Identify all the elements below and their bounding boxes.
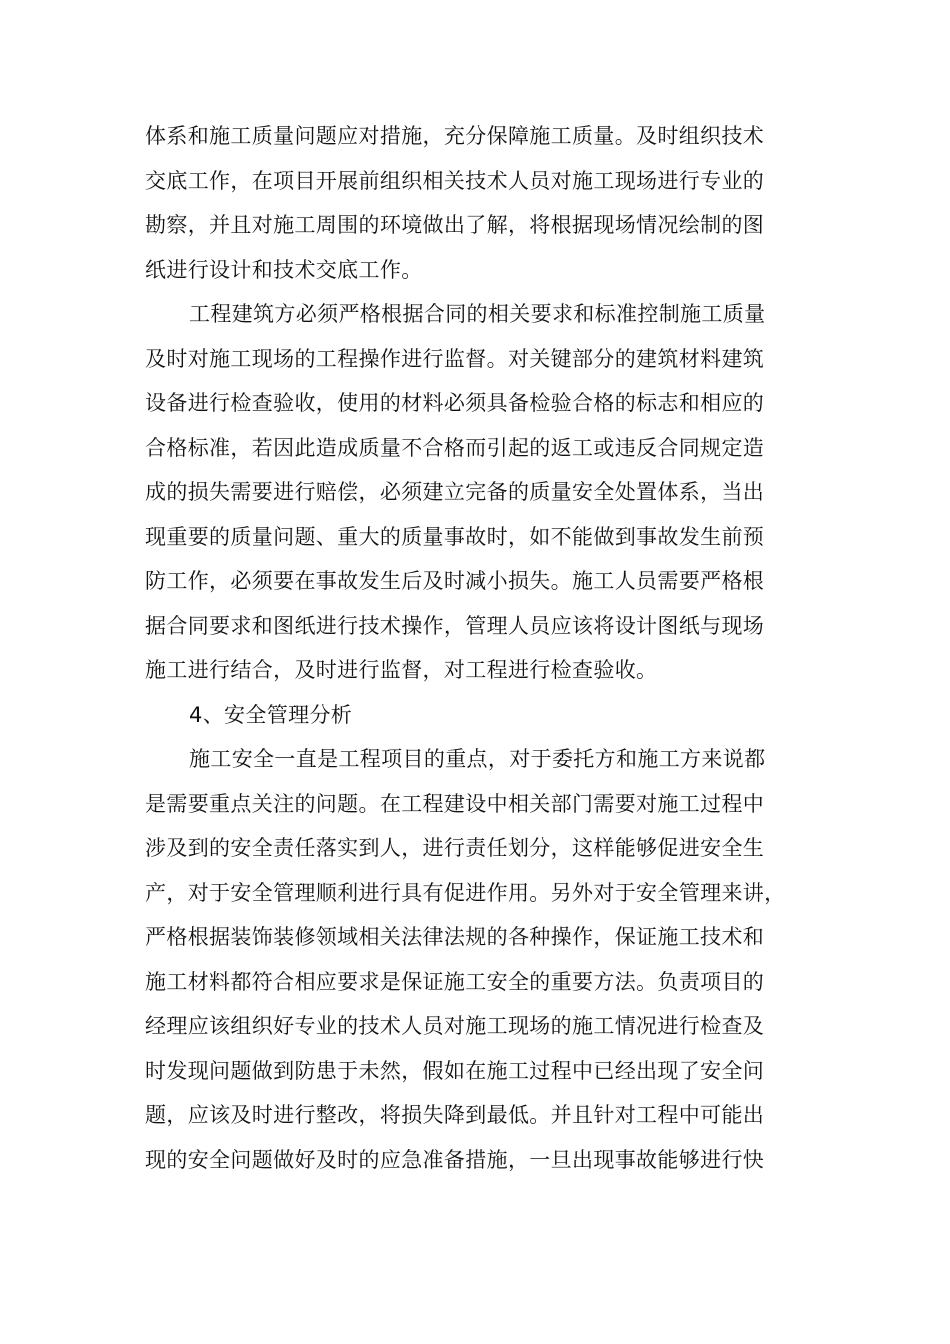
- section-heading: 4、安全管理分析: [189, 702, 353, 727]
- text-line: 题，应该及时进行整改，将损失降到最低。并且针对工程中可能出: [145, 1103, 765, 1127]
- text-line: 严格根据装饰装修领域相关法律法规的各种操作，保证施工技术和: [145, 925, 765, 949]
- text-line: 现重要的质量问题、重大的质量事故时，如不能做到事故发生前预: [145, 524, 765, 549]
- text-line: 成的损失需要进行赔偿，必须建立完备的质量安全处置体系，当出: [145, 480, 765, 504]
- paragraph-contract-quality-control: [145, 292, 825, 693]
- text-line: 是需要重点关注的问题。在工程建设中相关部门需要对施工过程中: [145, 791, 765, 816]
- text-line: 施工安全一直是工程项目的重点，对于委托方和施工方来说都: [189, 747, 766, 771]
- text-line: 合格标准，若因此造成质量不合格而引起的返工或违反合同规定造: [145, 435, 765, 460]
- text-line: 时发现问题做到防患于未然，假如在施工过程中已经出现了安全问: [145, 1058, 765, 1083]
- text-line: 交底工作，在项目开展前组织相关技术人员对施工现场进行专业的: [145, 168, 765, 193]
- document-body: [145, 114, 825, 1182]
- text-line: 据合同要求和图纸进行技术操作，管理人员应该将设计图纸与现场: [145, 613, 765, 638]
- text-line: 设备进行检查验收，使用的材料必须具备检验合格的标志和相应的: [145, 391, 765, 415]
- text-line: 经理应该组织好专业的技术人员对施工现场的施工情况进行检查及: [145, 1014, 765, 1038]
- text-line: 施工材料都符合相应要求是保证施工安全的重要方法。负责项目的: [145, 969, 765, 994]
- paragraph-quality-measures: [145, 114, 825, 292]
- text-line: 及时对施工现场的工程操作进行监督。对关键部分的建筑材料建筑: [145, 346, 765, 371]
- paragraph-safety-management: [145, 737, 825, 1182]
- text-line: 涉及到的安全责任落实到人，进行责任划分，这样能够促进安全生: [145, 836, 765, 860]
- text-line: 施工进行结合，及时进行监督，对工程进行检查验收。: [145, 658, 658, 682]
- text-line: 体系和施工质量问题应对措施，充分保障施工质量。及时组织技术: [145, 124, 765, 148]
- text-line: 勘察，并且对施工周围的环境做出了解，将根据现场情况绘制的图: [145, 213, 765, 237]
- text-line: 现的安全问题做好及时的应急准备措施，一旦出现事故能够进行快: [145, 1147, 765, 1172]
- text-line: 防工作，必须要在事故发生后及时减小损失。施工人员需要严格根: [145, 569, 765, 593]
- text-line: 纸进行设计和技术交底工作。: [145, 257, 423, 282]
- text-line: 工程建筑方必须严格根据合同的相关要求和标准控制施工质量: [189, 302, 766, 326]
- text-line: 产，对于安全管理顺利进行具有促进作用。另外对于安全管理来讲，: [145, 880, 786, 905]
